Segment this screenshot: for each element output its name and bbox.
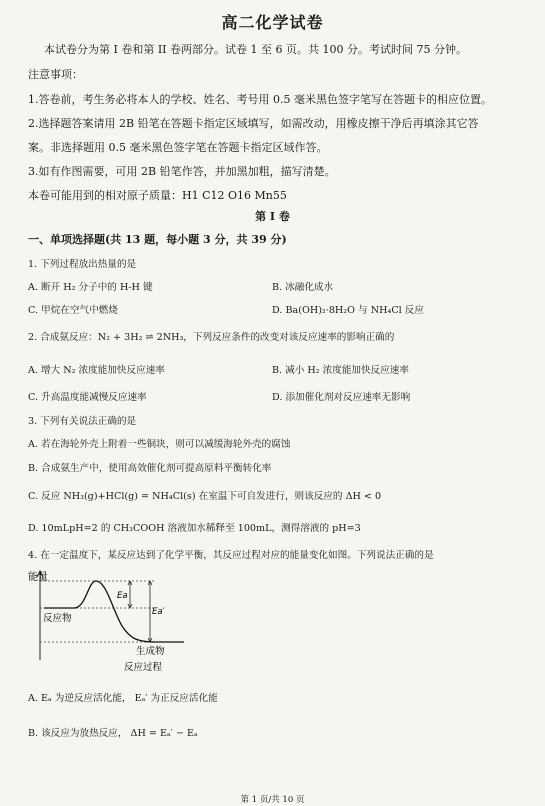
q3-stem: 3. 下列有关说法正确的是 xyxy=(28,416,137,427)
q3-option-d: D. 10mLpH=2 的 CH₃COOH 溶液加水稀释至 100mL，测得溶液的 pH=3 xyxy=(28,523,361,534)
atomic-mass-line: 本卷可能用到的相对原子质量：H1 C12 O16 Mn55 xyxy=(28,189,287,202)
reactant-label: 反应物 xyxy=(43,613,72,624)
q2-option-d: D. 添加催化剂对反应速率无影响 xyxy=(272,392,411,403)
q1-option-b: B. 冰融化成水 xyxy=(272,282,334,293)
q1-option-c: C. 甲烷在空气中燃烧 xyxy=(28,305,118,316)
q3-option-a: A. 若在海轮外壳上附着一些铜块，则可以减缓海轮外壳的腐蚀 xyxy=(28,439,291,450)
q4-option-a: A. Eₐ 为逆反应活化能， Eₐ′ 为正反应活化能 xyxy=(28,693,218,704)
x-axis-label: 反应过程 xyxy=(124,662,163,673)
q1-stem: 1. 下列过程放出热量的是 xyxy=(28,259,137,270)
energy-diagram xyxy=(26,568,186,678)
note-3: 3.如有作图需要，可用 2B 铅笔作答，并加黑加粗，描写清楚。 xyxy=(28,165,336,178)
product-label: 生成物 xyxy=(136,646,165,657)
q4-stem: 4. 在一定温度下，某反应达到了化学平衡，其反应过程对应的能量变化如图。下列说法正确的是 xyxy=(28,550,434,561)
section-1-heading: 一、单项选择题(共 13 题，每小题 3 分，共 39 分) xyxy=(28,233,287,246)
q2-option-c: C. 升高温度能减慢反应速率 xyxy=(28,392,147,403)
q1-option-a: A. 断开 H₂ 分子中的 H-H 键 xyxy=(28,282,153,293)
note-2: 2.选择题答案请用 2B 铅笔在答题卡指定区域填写，如需改动，用橡皮擦干净后再填涂其它答 xyxy=(28,117,479,130)
page-footer: 第 1 页/共 10 页 xyxy=(240,795,305,805)
ea-label: Ea xyxy=(117,591,128,601)
q2-option-a: A. 增大 N₂ 浓度能加快反应速率 xyxy=(28,365,165,376)
q4-option-b: B. 该反应为放热反应， ΔH = Eₐ′ − Eₐ xyxy=(28,728,198,739)
q3-option-b: B. 合成氨生产中，使用高效催化剂可提高原料平衡转化率 xyxy=(28,463,272,474)
ea-prime-label: Ea′ xyxy=(152,607,165,617)
note-2-cont: 案。非选择题用 0.5 毫米黑色签字笔在答题卡指定区域作答。 xyxy=(28,141,328,154)
q2-option-b: B. 减小 H₂ 浓度能加快反应速率 xyxy=(272,365,409,376)
intro-text: 本试卷分为第 I 卷和第 II 卷两部分。试卷 1 至 6 页。共 100 分。考试时间 75 分钟。 xyxy=(44,43,467,56)
q3-option-c: C. 反应 NH₃(g)+HCl(g) = NH₄Cl(s) 在室温下可自发进行，则该反应的 ΔH < 0 xyxy=(28,491,382,502)
note-1: 1.答卷前，考生务必将本人的学校、姓名、考号用 0.5 毫米黑色签字笔写在答题卡的相应位置。 xyxy=(28,93,492,106)
q1-option-d: D. Ba(OH)₂·8H₂O 与 NH₄Cl 反应 xyxy=(272,305,424,316)
page-title: 高二化学试卷 xyxy=(221,13,324,32)
y-axis-label: 能量 xyxy=(28,572,48,583)
q2-stem: 2. 合成氨反应：N₂ + 3H₂ ⇌ 2NH₃，下列反应条件的改变对该反应速率的影响正确的 xyxy=(28,332,395,343)
part-1-heading: 第 I 卷 xyxy=(255,210,290,223)
notes-heading: 注意事项： xyxy=(28,68,83,81)
